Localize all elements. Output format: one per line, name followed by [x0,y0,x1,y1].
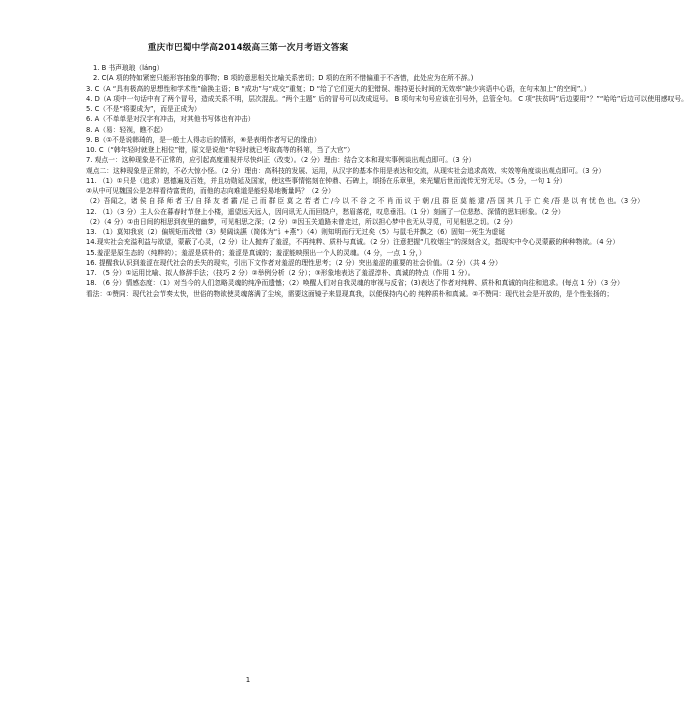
answer-body [86,63,688,299]
text-line: 1. B 书声琅琅（láng） [93,64,164,72]
text-line: 9. B（①不是说韩琦的，是一般士人得志后的情形，⑥是表明作者写记的缘由） [86,135,321,144]
text-line: 11. （1）①只是（追求）恩德遍及百姓，并且功勋延及国家，使这些事情铭刻在钟鼎、石碑上，颂扬在乐章里，来光耀后世而流传无穷无尽。（5 分，一句 1 分） [86,176,567,185]
text-line: 18. （6 分）情感态度：（1）对当今的人们忽略灵魂的纯净而遗憾；（2）唤醒人们对自我灵魂的审视与反省；(3)表达了作者对纯粹、质朴和真诚的向往和追求。(每点 1 分）（3 分） [86,279,624,288]
text-line: 7. 观点一：这种现象是不正常的，应引起高度重视并尽快纠正（改变）。（2 分）理由：结合文本和现实事例谈出观点即可。（3 分） [86,156,476,165]
text-line: 17. （5 分）①运用比喻、拟人修辞手法；（技巧 2 分）②举例分析（2 分）；③形象地表达了羞涩淳朴、真诚的特点（作用 1 分）。 [86,269,475,277]
text-line: ②从中可见魏国公是怎样看待富贵的，而他的志向难道是能轻易地衡量吗？（2 分） [86,187,335,195]
text-line: 观点二：这种现象是正常的，不必大惊小怪。（2 分）理由：高科技的发展、运用，从汉字的基本作用是表达和交流，从现实社会追求高效、实效等角度谈出观点即可。（3 分） [86,166,606,175]
text-line: （2）吾闻之，诸 侯 自 择 师 者 王/ 自 择 友 者 霸 /足 己 而 群 臣 莫 之 若 者 亡 /今 以 不 谷 之 不 肖 而 议 于 朝 /且 群 臣 莫 能 逮 /吾 国 其 几 于 亡 矣 /吾 是 以 有 忧 色 也。（3 分） [86,197,644,206]
text-line: 16. 提醒我认识到羞涩在现代社会的丢失的现实，引出下文作者对羞涩的理性思考；（2 分）突出羞涩的重要的社会价值。（2 分）（共 4 分） [86,258,502,267]
text-line: 4. D（A 项中一句话中有了两个冒号，造成关系不明，层次混乱。“两个主题” 后的冒号可以改成逗号。 B 项句末句号应该在引号外，总管全句。 C 项“扶贫吗”后边要用“？”“哈哈”后边可以使用感叹号。 [86,94,688,103]
text-line: 12. （1）（3 分）主人公在暮春时节登上小楼，遥望远天远人，因问讯无人而回绕户，愁眉落花，叹息垂泪。（1 分）刻画了一位悲愁、深情的思妇形象。（2 分） [86,207,565,216]
text-line: 2. C(A 项的特如紧密只能形容抽象的事物；B 项的意思相关比喻关系密切；D 项的在所不惜偏重于不吝惜，此处应为在所不辞。) [93,74,474,83]
text-line: 14.现实社会充溢利益与欲望，蒙蔽了心灵，（2 分）让人抛弃了羞涩，不再纯粹、质朴与真诚。（2 分）注意把握“几枚烟尘”的深刻含义，指现实中令心灵蒙蔽的种种物欲。（4 分） [86,238,620,247]
page-number: 1 [245,676,251,684]
text-line: 15.羞涩是原生态的（纯粹的）；羞涩是质朴的；羞涩是真诚的；羞涩能映照出一个人的灵魂。（4 分，一点 1 分，） [86,248,426,257]
text-line: 3. C（A “具有极高的思想性和学术性”偷换主语；B “成功”与“成交”重复；D “给了它们更大的犯错误、维持更长时间的无效率”缺少宾语中心语，在句末加上“的空间”。） [86,84,591,93]
document-title: 重庆市巴蜀中学高2014级高三第一次月考语文答案 [147,43,349,53]
text-line: 看法：①赞同：现代社会节奏太快，世俗的物欲使灵魂落满了尘埃，需要这面镜子来显现真我，以便保持内心的 纯粹质朴和真诚。②不赞同：现代社会是开放的，是个性张扬的； [86,289,614,298]
text-line: 13. （1）莫知我哀（2）偏规矩而改错（3）契阔谈讌（简体为“讠+燕”）（4）则知明而行无过矣（5）与鼠毛并飘之（6）固知一死生为虚诞 [86,228,506,236]
text-line: 8. A（易：轻视，瞧不起） [86,125,167,134]
text-line: 10. C（“韩年轻时就登上相位”错，原文是说他“年轻时就已考取高等的科第，当了大官”） [86,146,354,154]
text-line: （2）（4 分）①由日间的相思到夜里的幽梦，可见相思之深；（2 分）②因玉关道路未曾走过，所以担心梦中也无从寻觅，可见相思之切。（2 分） [86,217,517,226]
text-line: 6. A（不单单是对汉字有冲击，对其他书写体也有冲击） [86,115,255,124]
text-line: 5. C（不是“将要成为”，而是正成为） [86,105,201,113]
